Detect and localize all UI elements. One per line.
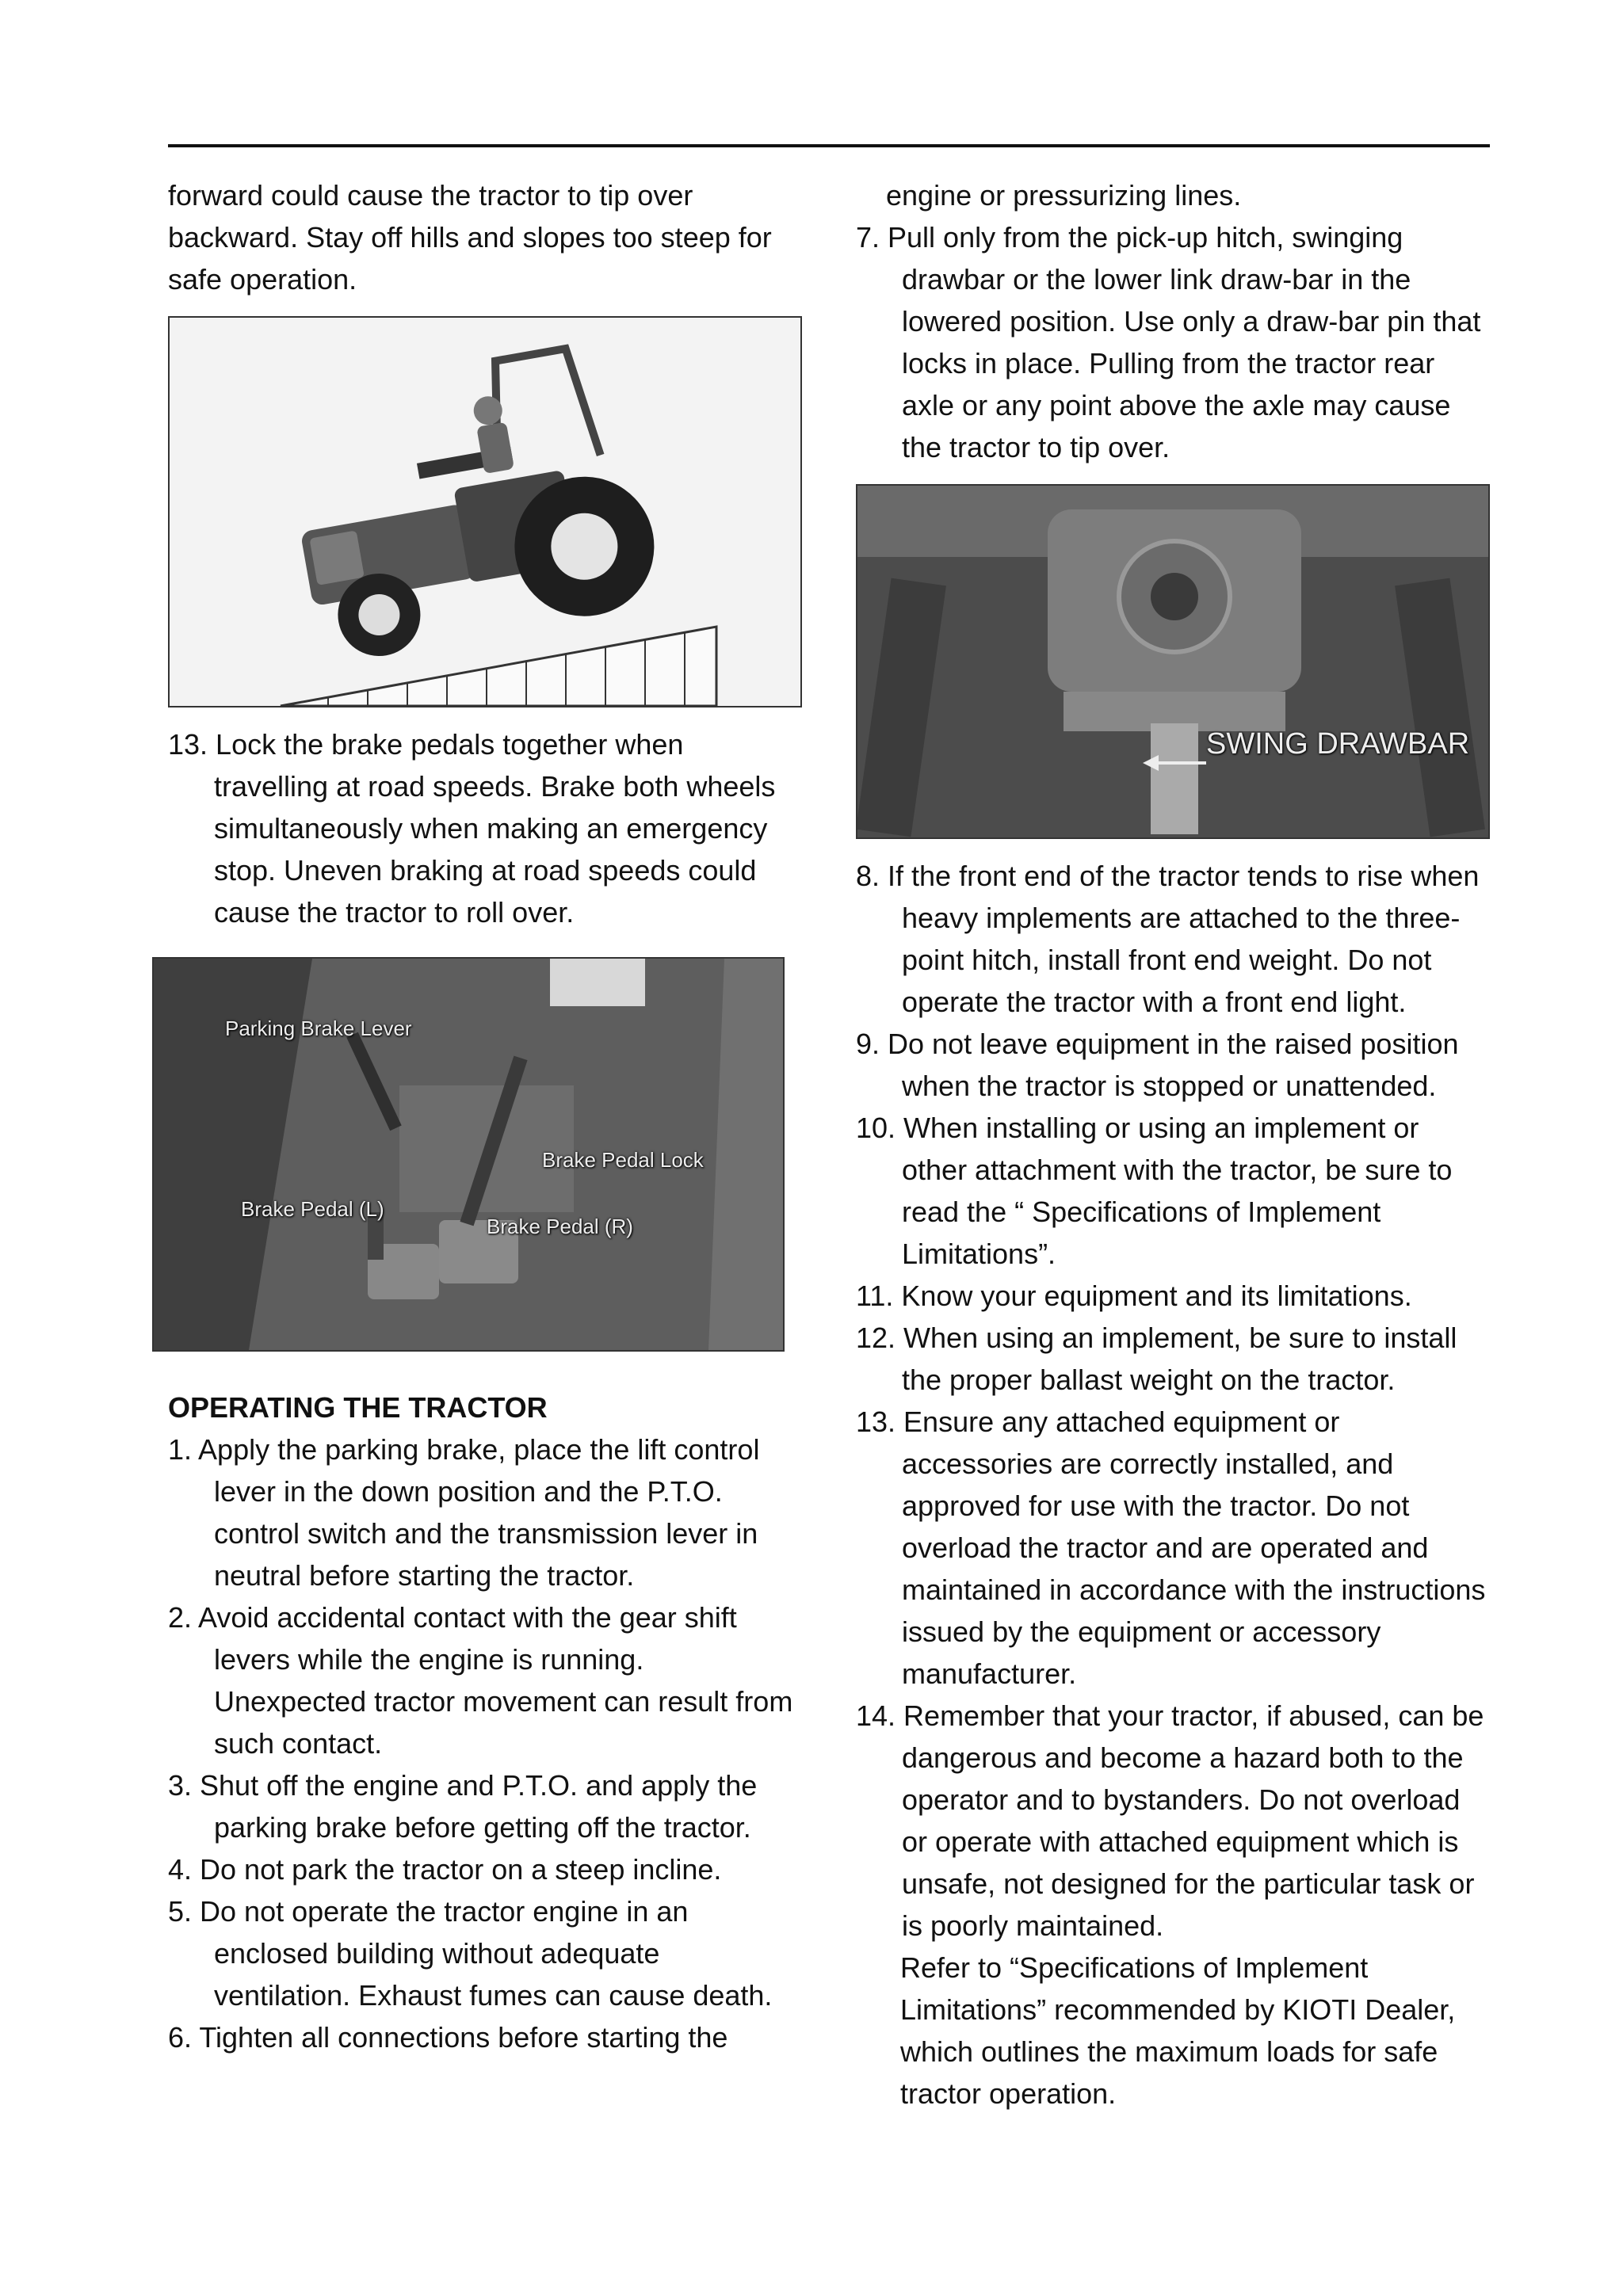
parking-brake-lever-label: Parking Brake Lever <box>225 1016 412 1040</box>
swing-drawbar-label: SWING DRAWBAR <box>1206 727 1470 761</box>
left-column <box>168 174 802 2058</box>
operating-item-3: 3. Shut off the engine and P.T.O. and apply the parking brake before getting off the tractor. <box>168 1769 758 1844</box>
swing-drawbar-photo <box>857 486 1488 837</box>
brake-pedal-figure <box>152 957 785 1352</box>
item-13: 13. Ensure any attached equipment or accessories are correctly installed, and approved for use with the tractor. Do not overload the tractor and are operated and maintained in accordance with the instructions issued by the equipment or accessory manufacturer. <box>856 1405 1486 1690</box>
item-10: 10. When installing or using an implement or other attachment with the tractor, be sure to read the “ Specifications of Implement Limitations”. <box>856 1112 1453 1270</box>
operating-heading: OPERATING THE TRACTOR <box>168 1391 548 1424</box>
brake-pedal-lock-label: Brake Pedal Lock <box>542 1148 704 1172</box>
limitations-note: Refer to “Specifications of Implement Limitations” recommended by KIOTI Dealer, which outlines the maximum loads for safe tractor operation. <box>900 1951 1456 2110</box>
operating-item-5: 5. Do not operate the tractor engine in an enclosed building without adequate ventilation. Exhaust fumes can cause death. <box>168 1895 773 2012</box>
operating-item-4: 4. Do not park the tractor on a steep incline. <box>168 1853 722 1886</box>
header-rule <box>168 144 1490 147</box>
continued-text: engine or pressurizing lines. <box>886 179 1242 212</box>
item-7-drawbar: 7. Pull only from the pick-up hitch, swinging drawbar or the lower link draw-bar in the lowered position. Use only a draw-bar pin that locks in place. Pulling from the tractor rear axle or any point above the axle may cause the tractor to tip over. <box>856 221 1481 463</box>
tractor-on-slope-illustration <box>170 318 800 706</box>
swing-drawbar-figure <box>856 484 1490 839</box>
item-14: 14. Remember that your tractor, if abused, can be dangerous and become a hazard both to the operator and to bystanders. Do not overload or operate with attached equipment which is unsafe, not designed for the particular task or is poorly maintained. <box>856 1699 1484 1942</box>
operating-item-2: 2. Avoid accidental contact with the gear shift levers while the engine is running. Unexpected tractor movement can result from such contact. <box>168 1601 793 1760</box>
item-11: 11. Know your equipment and its limitations. <box>856 1280 1412 1312</box>
item-12: 12. When using an implement, be sure to install the proper ballast weight on the tractor. <box>856 1322 1457 1396</box>
tractor-slope-figure <box>168 316 802 707</box>
item-13-brake-pedals: 13. Lock the brake pedals together when travelling at road speeds. Brake both wheels simultaneously when making an emergency stop. Uneven braking at road speeds could cause the tractor to roll over. <box>168 728 776 929</box>
brake-pedal-left-label: Brake Pedal (L) <box>241 1197 384 1221</box>
brake-pedal-right-label: Brake Pedal (R) <box>487 1215 633 1238</box>
operating-item-1: 1. Apply the parking brake, place the lift control lever in the down position and the P.T.O. control switch and the transmission lever in neutral before starting the tractor. <box>168 1433 760 1592</box>
intro-paragraph: forward could cause the tractor to tip over backward. Stay off hills and slopes too steep for safe operation. <box>168 179 772 296</box>
item-8: 8. If the front end of the tractor tends to rise when heavy implements are attached to the three-point hitch, install front end weight. Do not operate the tractor with a front end light. <box>856 860 1480 1018</box>
operating-item-6: 6. Tighten all connections before starting the <box>168 2021 728 2054</box>
item-9: 9. Do not leave equipment in the raised position when the tractor is stopped or unattended. <box>856 1028 1459 1102</box>
right-column <box>856 174 1490 2115</box>
